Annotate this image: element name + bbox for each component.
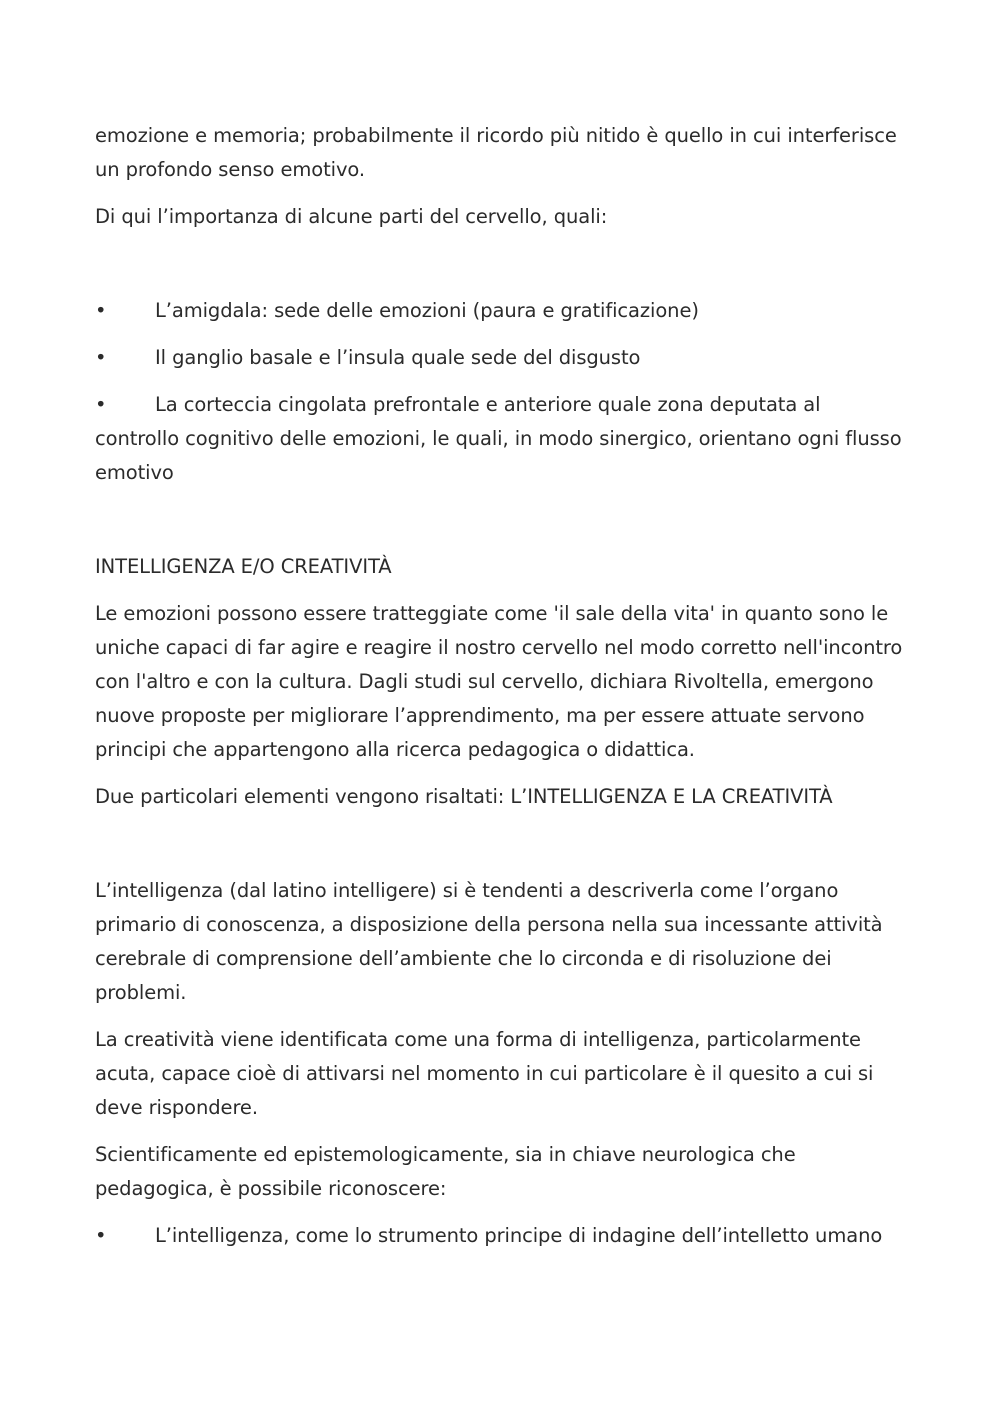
list-item [95,1219,910,1253]
brain-parts-list [95,294,910,490]
spacer [95,247,910,294]
intelligence-paragraph: L’intelligenza (dal latino intelligere) si è tendenti a descriverla come l’organo primario di conoscenza, a disposizione della persona nella sua incessante attività cerebrale di comprensione dell’ambiente che lo circonda e di risoluzione dei problemi. [95,879,883,1004]
list-item [95,388,910,490]
bullet-icon: • [95,346,107,369]
list-item-text: L’intelligenza, come lo strumento principe di indagine dell’intelletto umano [155,1224,883,1247]
bullet-icon: • [95,299,107,322]
scientific-paragraph: Scientificamente ed epistemologicamente, sia in chiave neurologica che pedagogica, è possibile riconoscere: [95,1143,796,1200]
bullet-icon: • [95,393,107,416]
document-body [95,119,910,1266]
recognize-list [95,1219,910,1253]
list-item [95,294,910,328]
intro-paragraph: emozione e memoria; probabilmente il ricordo più nitido è quello in cui interferisce un profondo senso emotivo. [95,124,897,181]
spacer [95,827,910,874]
elements-paragraph: Due particolari elementi vengono risaltati: L’INTELLIGENZA E LA CREATIVITÀ [95,785,833,808]
list-intro-paragraph: Di qui l’importanza di alcune parti del cervello, quali: [95,205,608,228]
list-item-text: La corteccia cingolata prefrontale e anteriore quale zona deputata al controllo cognitivo delle emozioni, le quali, in modo sinergico, orientano ogni flusso emotivo [95,393,902,484]
list-item [95,341,910,375]
section-heading: INTELLIGENZA E/O CREATIVITÀ [95,555,392,578]
emotions-paragraph: Le emozioni possono essere tratteggiate come 'il sale della vita' in quanto sono le uniche capaci di far agire e reagire il nostro cervello nel modo corretto nell'incontro con l'altro e con la cultura. Dagli studi sul cervello, dichiara Rivoltella, emergono nuove proposte per migliorare l’apprendimento, ma per essere attuate servono principi che appartengono alla ricerca pedagogica o didattica. [95,602,903,761]
list-item-text: L’amigdala: sede delle emozioni (paura e gratificazione) [155,299,699,322]
creativity-paragraph: La creatività viene identificata come una forma di intelligenza, particolarmente acuta, capace cioè di attivarsi nel momento in cui particolare è il quesito a cui si deve rispondere. [95,1028,874,1119]
list-item-text: Il ganglio basale e l’insula quale sede del disgusto [155,346,641,369]
bullet-icon: • [95,1224,107,1247]
spacer [95,503,910,550]
